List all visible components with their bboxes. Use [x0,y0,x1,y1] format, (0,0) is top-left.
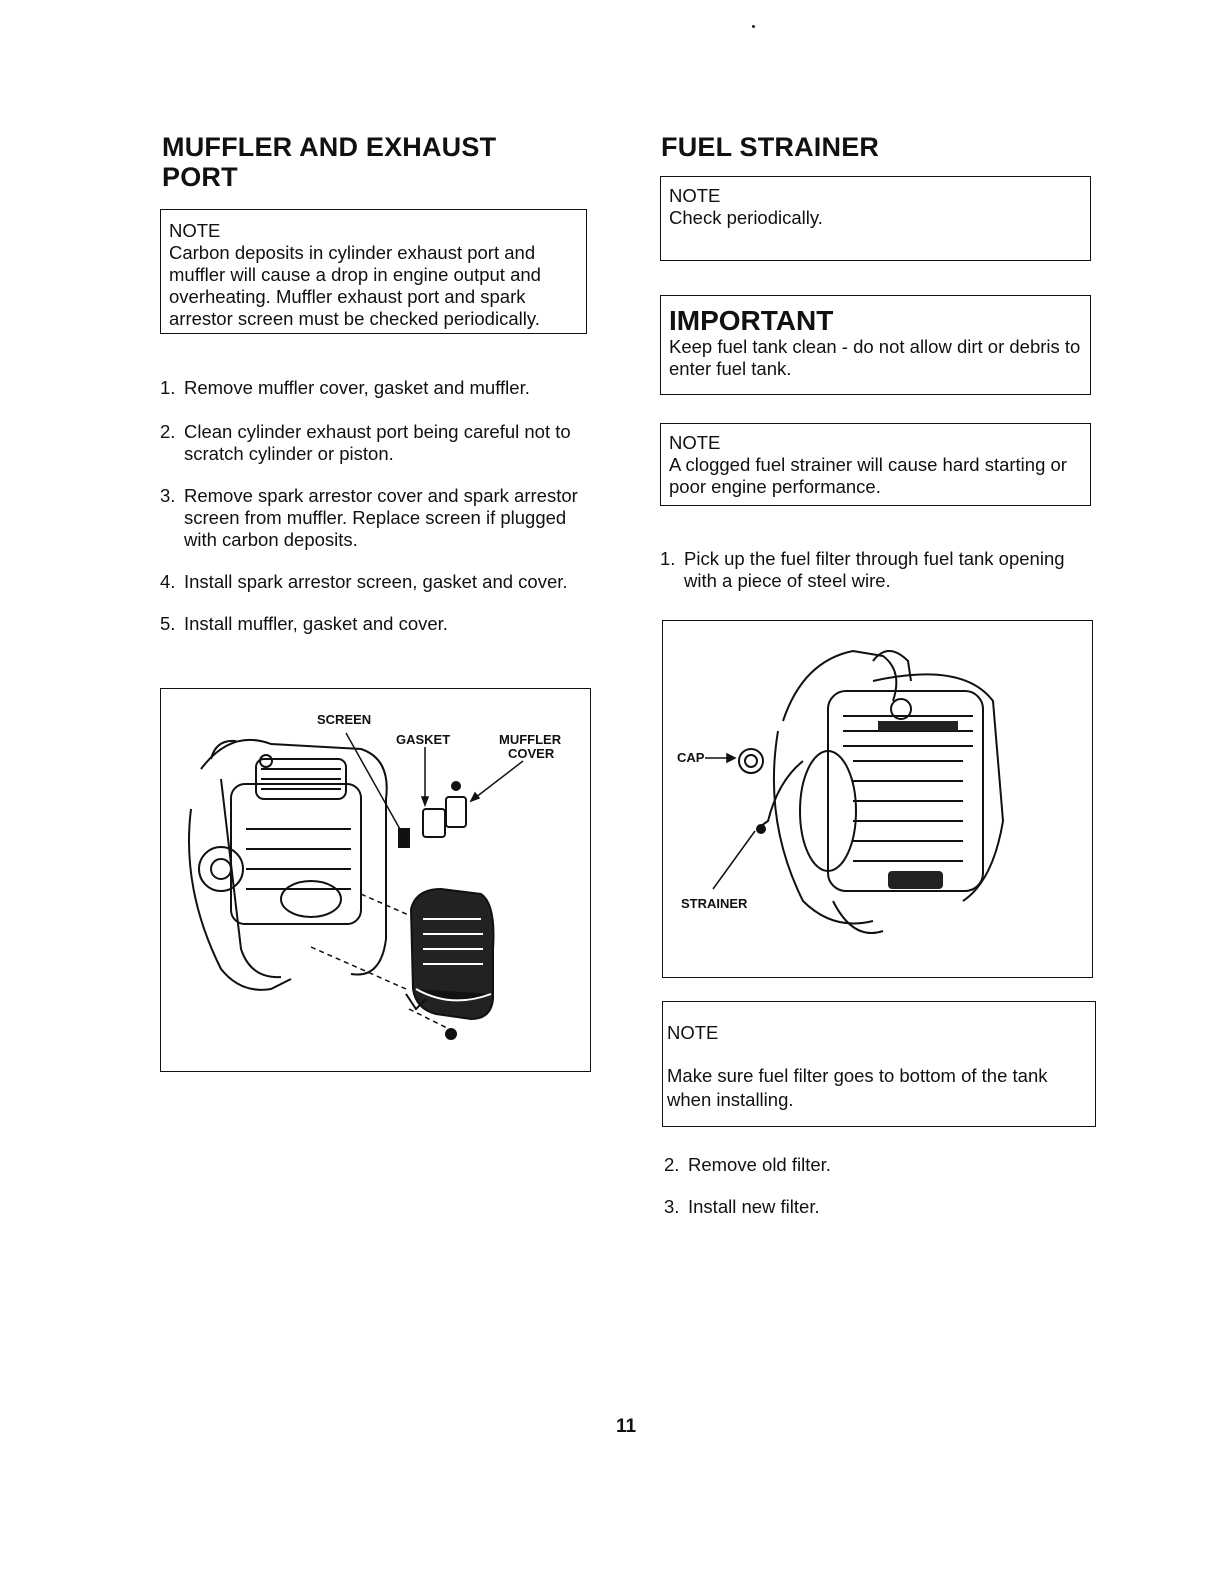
note-text: Make sure fuel filter goes to bottom of the tank when installing. [667,1065,1048,1110]
list-item: 5. Install muffler, gasket and cover. [160,613,448,634]
page-number: 11 [615,1416,637,1437]
generator-tank-drawing [663,621,1094,979]
list-item: 2. Clean cylinder exhaust port being careful not to scratch cylinder or piston. [160,421,571,464]
list-item: 1. Remove muffler cover, gasket and muffler. [160,377,530,398]
note-box-check [660,176,1091,261]
important-title: IMPORTANT [669,305,834,336]
strainer-callout: STRAINER [681,896,748,911]
left-column [162,132,592,192]
note-text: A clogged fuel strainer will cause hard starting or poor engine performance. [669,454,1067,497]
cover-callout: COVER [508,746,555,761]
list-item: 1. Pick up the fuel filter through fuel tank opening with a piece of steel wire. [660,548,1065,591]
list-item: 3. Remove spark arrestor cover and spark arrestor screen from muffler. Replace screen if plugged with carbon deposits. [160,485,578,550]
list-item: 3. Install new filter. [664,1196,820,1217]
fuel-strainer-illustration [662,620,1093,978]
muffler-callout: MUFFLER [499,732,562,747]
heading-line-1: MUFFLER AND EXHAUST [162,132,497,162]
section-heading-fuel-strainer: FUEL STRAINER [661,132,880,162]
gasket-callout: GASKET [396,732,451,747]
important-text: Keep fuel tank clean - do not allow dirt or debris to enter fuel tank. [669,336,1081,379]
screen-callout: SCREEN [317,712,372,727]
muffler-exploded-illustration [160,688,591,1072]
list-item: 4. Install spark arrestor screen, gasket and cover. [160,571,568,592]
right-heading-wrap [661,132,1091,162]
note-box-clogged [660,423,1091,506]
note-label: NOTE [669,432,721,453]
note-text: Carbon deposits in cylinder exhaust port and muffler will cause a drop in engine output and overheating. Muffler exhaust port and spark arrestor screen must be checked periodically. [169,242,541,329]
fuel-steps-list-1 [660,548,1090,592]
note-label: NOTE [667,1022,719,1043]
cap-callout: CAP [677,750,705,765]
scan-speck [752,25,755,28]
important-box [660,295,1091,395]
heading-line-2: PORT [162,162,238,192]
note-label: NOTE [669,185,721,206]
list-item: 2. Remove old filter. [664,1154,831,1175]
fuel-steps-list-2 [664,1154,1094,1218]
note-label: NOTE [169,220,221,241]
note-box-carbon [160,209,587,334]
section-heading-muffler [162,132,592,192]
note-text: Check periodically. [669,207,823,228]
muffler-steps-list [160,377,590,635]
note-box-filter-bottom [662,1001,1096,1127]
